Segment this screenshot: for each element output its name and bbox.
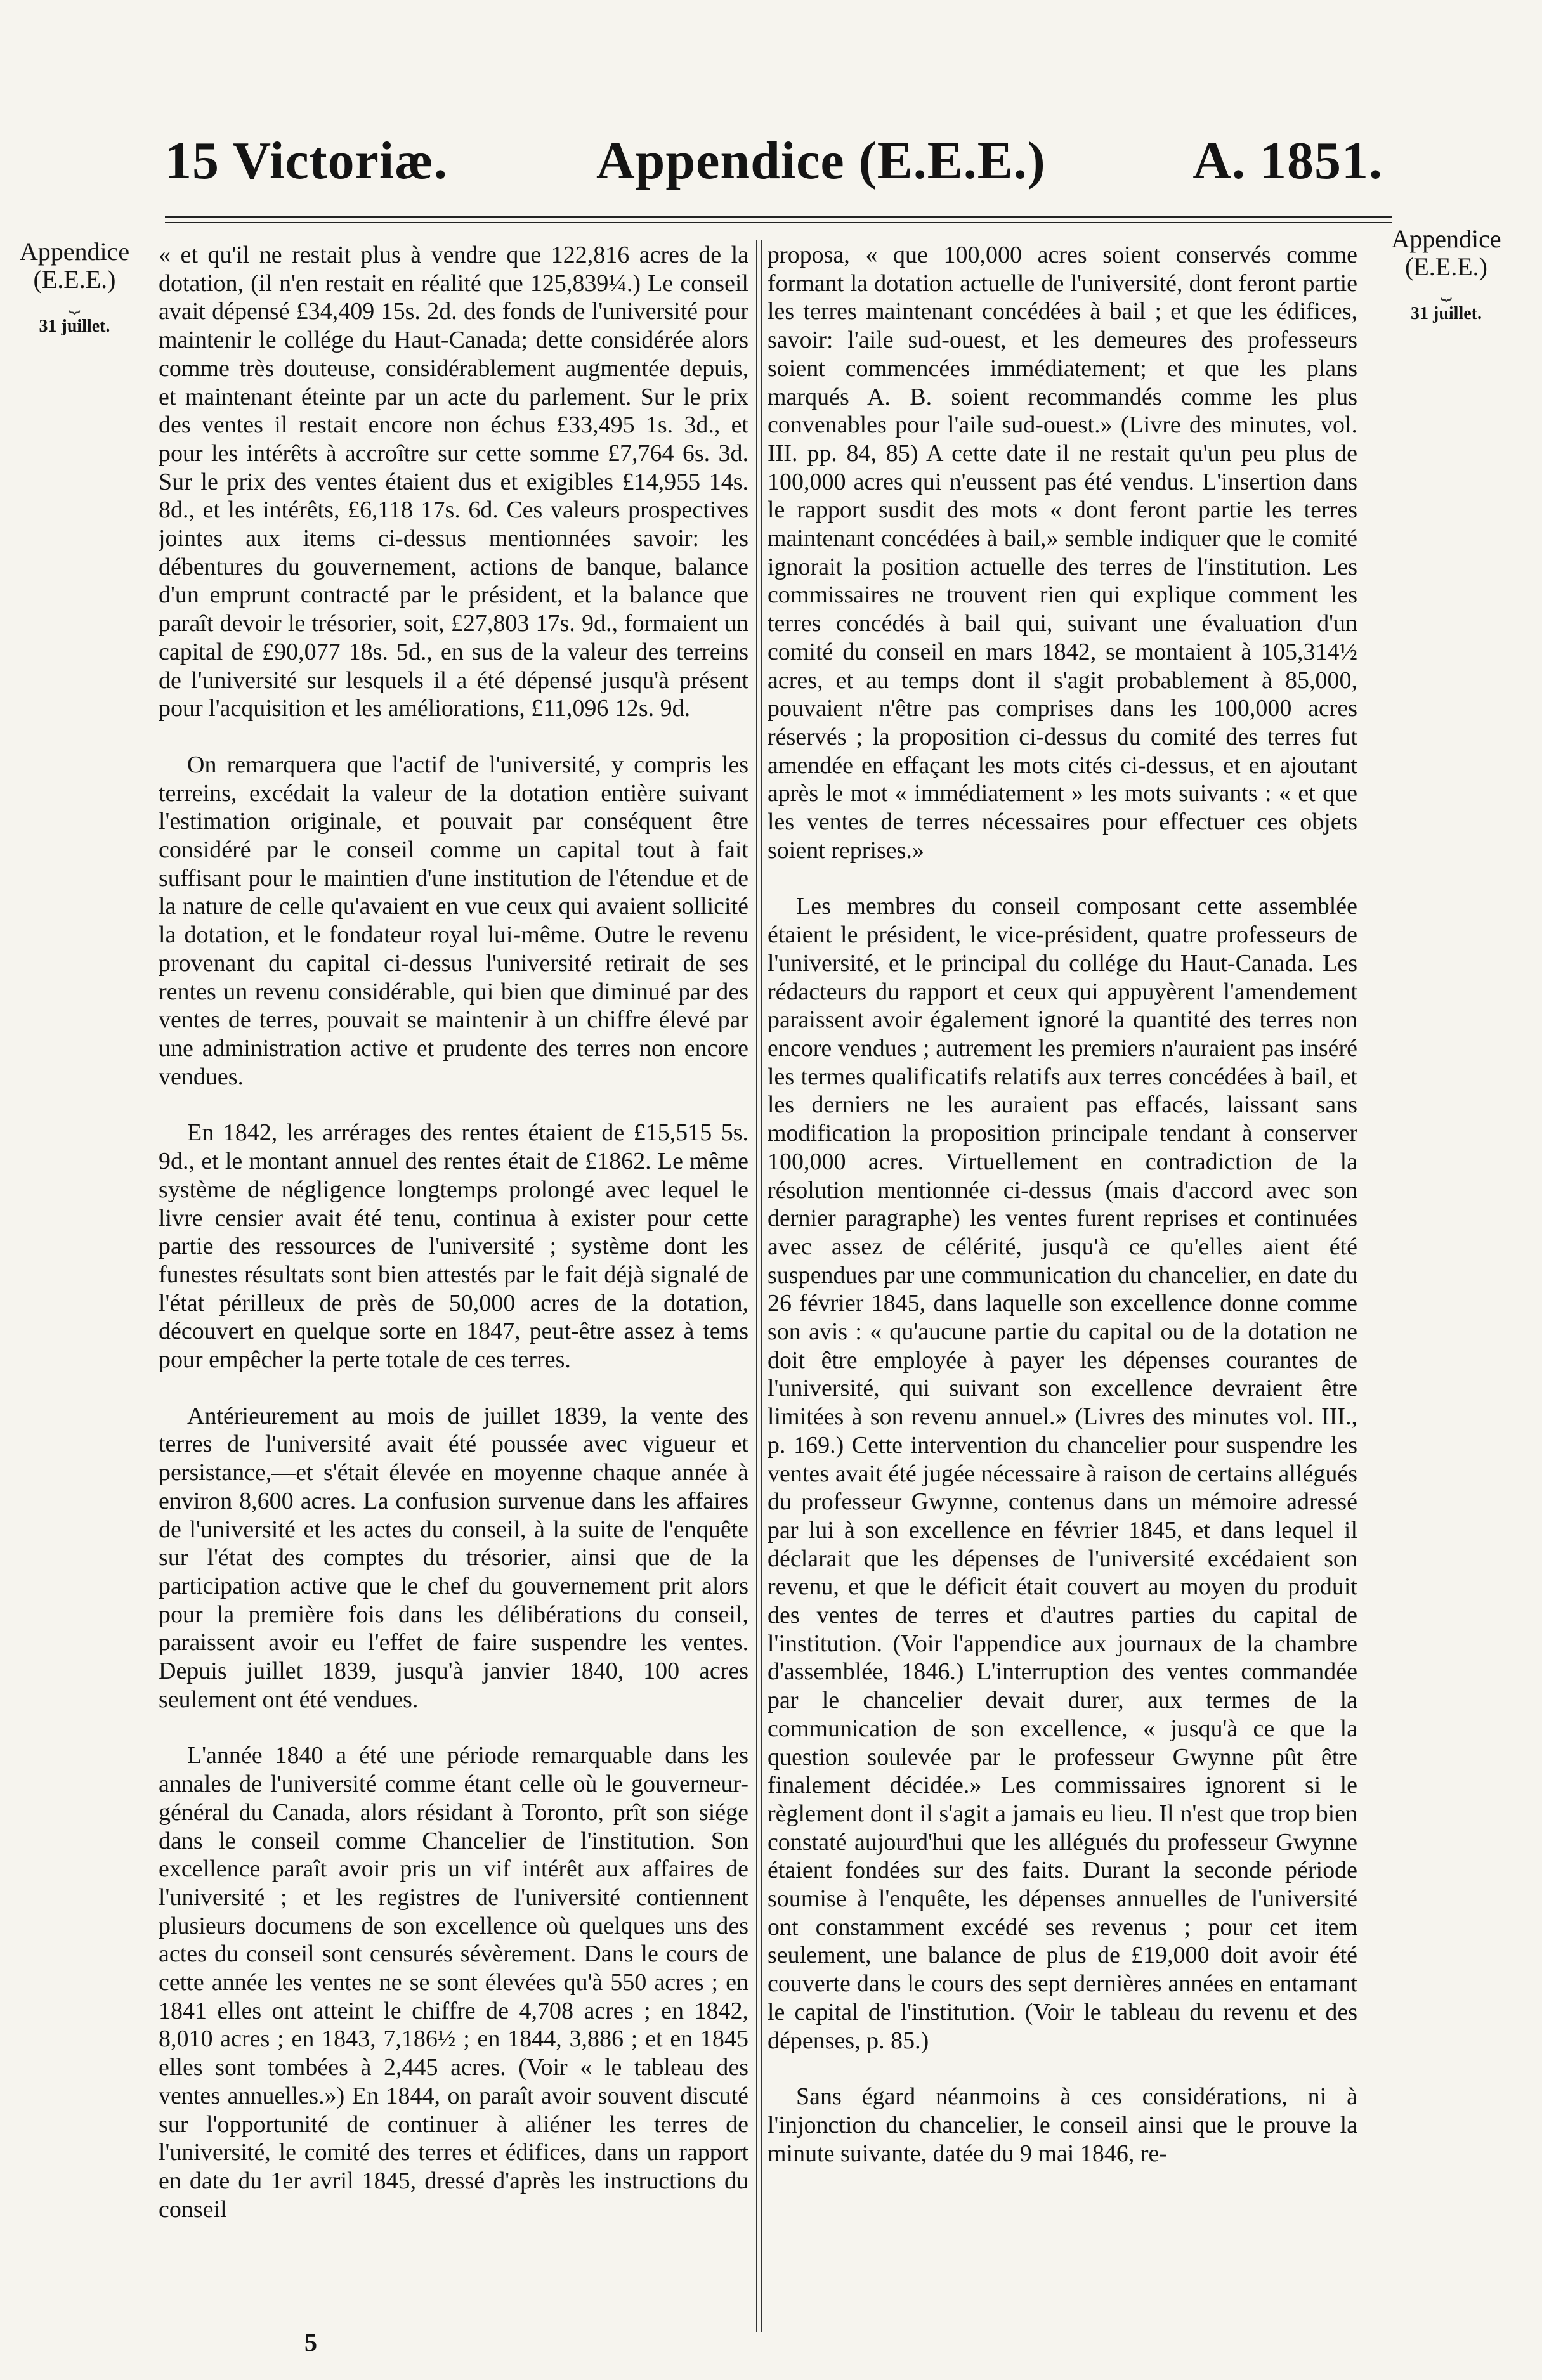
header-rule bbox=[165, 216, 1392, 218]
brace-icon: ⏟ bbox=[69, 292, 81, 313]
margin-code: (E.E.E.) bbox=[1405, 252, 1487, 281]
paragraph: L'année 1840 a été une période remarquable dans les annales de l'université comme étant celle où le gouverneur-général du Canada, alors résidant à Toronto, prît son siége dans le conseil comme Chancelier de l'institution. Son excellence paraît avoir pris un vif intérêt aux affaires de l'université ; et les registres de l'université contiennent plusieurs documens de son excellence où quelques uns des actes du conseil sont censurés sévèrement. Dans le cours de cette année les ventes ne se sont élevées qu'à 550 acres ; en 1841 elles ont atteint le chiffre de 4,708 acres ; en 1842, 8,010 acres ; en 1843, 7,186½ ; en 1844, 3,886 ; et en 1845 elles sont tombées à 2,445 acres. (Voir « le tableau des ventes annuelles.») En 1844, on paraît avoir souvent discuté sur l'opportunité de continuer à aliéner les terres de l'université, le comité des terres et édifices, dans un rapport en date du 1er avril 1845, dressé d'après les instructions du conseil bbox=[159, 1742, 748, 2223]
margin-note-left bbox=[0, 238, 149, 341]
paragraph: On remarquera que l'actif de l'université, y compris les terreins, excédait la valeur de la dotation entière suivant l'estimation originale, et pouvait par conséquent être considéré par le conseil comme un capital tout à fait suffisant pour le maintien d'une institution de l'étendue et de la nature de celle qu'avaient en vue ceux qui avaient sollicité la dotation, et le fondateur royal lui-même. Outre le revenu provenant du capital ci-dessus l'université retirait de ses rentes un revenu considérable, qui bien que diminué par des ventes de terres, pouvait se maintenir à un chiffre élevé par une administration active et prudente des terres non encore vendues. bbox=[159, 751, 748, 1090]
paragraph: En 1842, les arrérages des rentes étaient de £15,515 5s. 9d., et le montant annuel des rentes était de £1862. Le même système de négligence longtemps prolongé avec lequel le livre censier avait été tenu, continua à exister pour cette partie des ressources de l'université ; système dont les funestes résultats sont bien attestés par le fait déjà signalé de l'état périlleux de près de 50,000 acres de la dotation, découvert en quelque sorte en 1847, peut-être assez à tems pour empêcher la perte totale de ces terres. bbox=[159, 1119, 748, 1374]
paragraph: Sans égard néanmoins à ces considérations, ni à l'injonction du chancelier, le conseil ainsi que le prouve la minute suivante, datée du 9 mai 1846, re- bbox=[768, 2083, 1357, 2167]
margin-date: 31 juillet. bbox=[39, 316, 110, 336]
signature-mark: 5 bbox=[304, 2328, 317, 2357]
brace-icon: ⏟ bbox=[1441, 280, 1452, 301]
left-column bbox=[159, 241, 748, 2334]
margin-date: 31 juillet. bbox=[1411, 304, 1482, 323]
header-year: A. 1851. bbox=[1192, 131, 1383, 190]
paragraph: proposa, « que 100,000 acres soient conservés comme formant la dotation actuelle de l'université, dont feront partie les terres maintenant concédées à bail ; et que les édifices, savoir: l'aile sud-ouest, et les demeures des professeurs soient commencées immédiatement; et que les plans marqués A. B. soient recommandés comme les plus convenables pour l'aile sud-ouest.» (Livre des minutes, vol. III. pp. 84, 85) A cette date il ne restait qu'un peu plus de 100,000 acres qui n'eussent pas été vendus. L'insertion dans le rapport susdit des mots « dont feront partie les terres maintenant concédées à bail,» semble indiquer que le comité ignorait la position actuelle des terres de l'institution. Les commissaires ne trouvent rien qui explique comment les terres concédés à bail qui, suivant une évaluation d'un comité du conseil en mars 1842, se montaient à 105,314½ acres, et au temps dont il s'agit probablement à 85,000, pouvaient n'être pas comprises dans les 100,000 acres réservés ; la proposition ci-dessus du comité des terres fut amendée en effaçant les mots cités ci-dessus, et en ajoutant après le mot « immédiatement » les mots suivants : « et que les ventes de terres nécessaires pour effectuer ces objets soient reprises.» bbox=[768, 242, 1357, 864]
right-column bbox=[768, 241, 1357, 2334]
margin-label: Appendice bbox=[1391, 224, 1501, 253]
column-divider bbox=[761, 240, 762, 2332]
page-header bbox=[165, 130, 1383, 200]
margin-note-right bbox=[1364, 225, 1529, 328]
paragraph: Antérieurement au mois de juillet 1839, la vente des terres de l'université avait été poussée avec vigueur et persistance,—et s'était élevée en moyenne chaque année à environ 8,600 acres. La confusion survenue dans les affaires de l'université et les actes du conseil, à la suite de l'enquête sur l'état des comptes du trésorier, ainsi que de la participation active que le chef du gouvernement prit alors pour la première fois dans les délibérations du conseil, paraissent avoir eu l'effet de faire suspendre les ventes. Depuis juillet 1839, jusqu'à janvier 1840, 100 acres seulement ont été vendues. bbox=[159, 1402, 748, 1713]
header-session: 15 Victoriæ. bbox=[165, 131, 448, 190]
margin-label: Appendice bbox=[19, 237, 130, 266]
paragraph: « et qu'il ne restait plus à vendre que 122,816 acres de la dotation, (il n'en restait en réalité que 125,839¼.) Le conseil avait dépensé £34,409 15s. 2d. des fonds de l'université pour maintenir le collége du Haut-Canada; dette considérée alors comme très douteuse, considérablement augmentée depuis, et maintenant éteinte par un acte du parlement. Sur le prix des ventes il restait encore non échus £33,495 1s. 3d., et pour les intérêts à accroître sur cette somme £7,764 6s. 3d. Sur le prix des ventes étaient dus et exigibles £14,955 14s. 8d., et les intérêts, £6,118 17s. 6d. Ces valeurs prospectives jointes aux items ci-dessus mentionnées savoir: les débentures du gouvernement, actions de banque, balance d'un emprunt contracté par le président, et la balance que paraît devoir le trésorier, soit, £27,803 17s. 9d., formaient un capital de £90,077 18s. 5d., en sus de la valeur des terreins de l'université sur lesquels il a été dépensé jusqu'à présent pour l'acquisition et les améliorations, £11,096 12s. 9d. bbox=[159, 242, 748, 722]
header-appendix-title: Appendice (E.E.E.) bbox=[596, 131, 1046, 190]
header-rule-thin bbox=[165, 222, 1392, 223]
column-divider bbox=[756, 240, 757, 2332]
paragraph: Les membres du conseil composant cette assemblée étaient le président, le vice-président, quatre professeurs de l'université, et le principal du collége du Haut-Canada. Les rédacteurs du rapport et ceux qui appuyèrent l'amendement paraissent avoir également ignoré la quantité des terres non encore vendues ; autrement les premiers n'auraient pas inséré les termes qualificatifs relatifs aux terres concédées à bail, et les derniers ne les auraient pas effacés, laissant sans modification la proposition principale tendant à conserver 100,000 acres. Virtuellement en contradiction de la résolution mentionnée ci-dessus (mais d'accord avec son dernier paragraphe) les ventes furent reprises et continuées avec assez de célérité, jusqu'à ce qu'elles aient été suspendues par une communication du chancelier, en date du 26 février 1845, dans laquelle son excellence donne comme son avis : « qu'aucune partie du capital ou de la dotation ne doit être employée à payer les dépenses courantes de l'université, qui suivant son excellence devraient être limitées à son revenu annuel.» (Livres des minutes vol. III., p. 169.) Cette intervention du chancelier pour suspendre les ventes avait été jugée nécessaire à raison de certains allégués du professeur Gwynne, contenus dans un mémoire adressé par lui à son excellence en février 1845, et dans lequel il déclarait que les dépenses de l'université excédaient son revenu, et que le déficit était couvert au moyen du produit des ventes de terres et d'autres parties du capital de l'institution. (Voir l'appendice aux journaux de la chambre d'assemblée, 1846.) L'interruption des ventes commandée par le chancelier devait durer, aux termes de la communication de son excellence, « jusqu'à ce que la question soulevée par le professeur Gwynne pût être finalement décidée.» Les commissaires ignorent si le règlement dont il s'agit a jamais eu lieu. Il n'est que trop bien constaté aujourd'hui que les allégués du professeur Gwynne étaient fondées sur des faits. Durant la seconde période soumise à l'enquête, les dépenses annuelles de l'université ont constamment excédé ses revenus ; pour cet item seulement, une balance de plus de £19,000 doit avoir été couverte dans le cours des sept dernières années en entamant le capital de l'institution. (Voir le tableau du revenu et des dépenses, p. 85.) bbox=[768, 893, 1357, 2054]
margin-code: (E.E.E.) bbox=[33, 265, 116, 294]
